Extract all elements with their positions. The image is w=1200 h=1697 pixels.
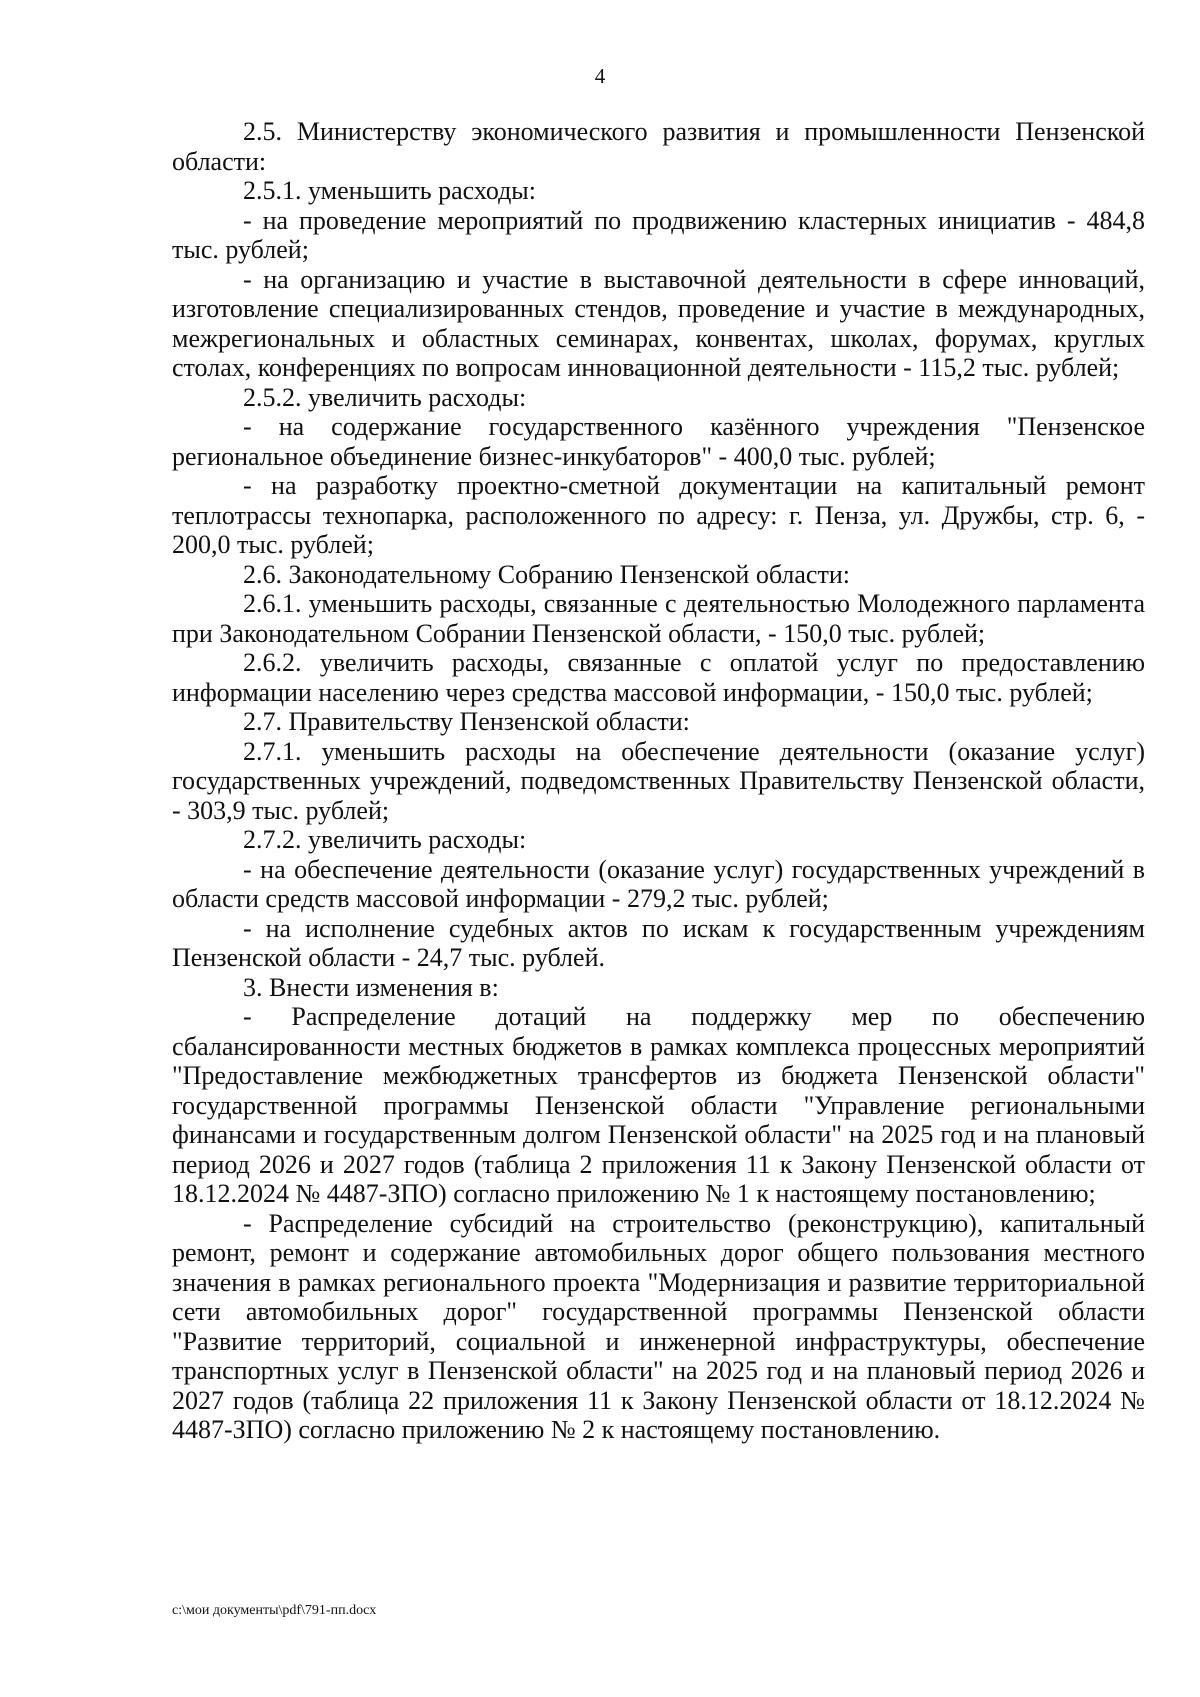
footer-file-path: c:\мои документы\pdf\791-пп.docx bbox=[172, 1603, 377, 1618]
paragraph-mass-media: - на обеспечение деятельности (оказание услуг) государственных учреждений в области средств массовой информации - 279,2 тыс. рублей; bbox=[172, 854, 1145, 913]
paragraph-2-6: 2.6. Законодательному Собранию Пензенской области: bbox=[243, 559, 850, 589]
paragraph-2-6-1: 2.6.1. уменьшить расходы, связанные с деятельностью Молодежного парламента при Законодательном Собрании Пензенской области, - 150,0 тыс. рублей; bbox=[172, 589, 1145, 648]
paragraph-2-7-1: 2.7.1. уменьшить расходы на обеспечение деятельности (оказание услуг) государственных учреждений, подведомственных Правительству Пензенской области, - 303,9 тыс. рублей; bbox=[172, 736, 1145, 825]
paragraph-2-5-1: 2.5.1. уменьшить расходы: bbox=[243, 176, 536, 205]
paragraph-technopark-heating: - на разработку проектно-сметной документации на капитальный ремонт теплотрассы технопарка, расположенного по адресу: г. Пенза, ул. Дружбы, стр. 6, - 200,0 тыс. рублей; bbox=[172, 471, 1145, 559]
paragraph-2-6-2: 2.6.2. увеличить расходы, связанные с оплатой услуг по предоставлению информации населению через средства массовой информации, - 150,0 тыс. рублей; bbox=[172, 648, 1145, 707]
paragraph-exhibition-activity: - на организацию и участие в выставочной деятельности в сфере инноваций, изготовление специализированных стендов, проведение и участие в международных, межрегиональных и областных семинарах, конвентах, школах, форумах, круглых столах, конференциях по вопросам инновационной деятельности - 115,2 тыс. рублей; bbox=[172, 264, 1145, 382]
paragraph-subsidies-roads: - Распределение субсидий на строительство (реконструкцию), капитальный ремонт, ремонт и содержание автомобильных дорог общего пользования местного значения в рамках регионального проекта "Модернизация и развитие территориальной сети автомобильных дорог" государственной программы Пензенской области "Развитие территорий, социальной и инженерной инфраструктуры, обеспечение транспортных услуг в Пензенской области" на 2025 год и на плановый период 2026 и 2027 годов (таблица 22 приложения 11 к Закону Пензенской области от 18.12.2024 № 4487-ЗПО) согласно приложению № 2 к настоящему постановлению. bbox=[172, 1208, 1145, 1444]
paragraph-2-7-2: 2.7.2. увеличить расходы: bbox=[243, 825, 527, 854]
paragraph-2-5-2: 2.5.2. увеличить расходы: bbox=[243, 382, 527, 412]
paragraph-court-acts: - на исполнение судебных актов по искам к государственным учреждениям Пензенской области - 24,7 тыс. рублей. bbox=[172, 913, 1145, 972]
paragraph-subsidies-balance: - Распределение дотаций на поддержку мер по обеспечению сбалансированности местных бюджетов в рамках комплекса процессных мероприятий "Предоставление межбюджетных трансфертов из бюджета Пензенской области" государственной программы Пензенской области "Управление региональными финансами и государственным долгом Пензенской области" на 2025 год и на плановый период 2026 и 2027 годов (таблица 2 приложения 11 к Закону Пензенской области от 18.12.2024 № 4487-ЗПО) согласно приложению № 1 к настоящему постановлению; bbox=[172, 1002, 1145, 1208]
page-number: 4 bbox=[594, 64, 606, 88]
paragraph-3: 3. Внести изменения в: bbox=[243, 972, 499, 1002]
paragraph-2-5: 2.5. Министерству экономического развития и промышленности Пензенской области: bbox=[172, 117, 1145, 176]
paragraph-2-7: 2.7. Правительству Пензенской области: bbox=[243, 707, 690, 736]
paragraph-cluster-initiatives: - на проведение мероприятий по продвижению кластерных инициатив - 484,8 тыс. рублей; bbox=[172, 205, 1145, 264]
document-body bbox=[172, 117, 1145, 1445]
paragraph-business-incubators: - на содержание государственного казённого учреждения "Пензенское региональное объединение бизнес-инкубаторов" - 400,0 тыс. рублей; bbox=[172, 412, 1145, 471]
